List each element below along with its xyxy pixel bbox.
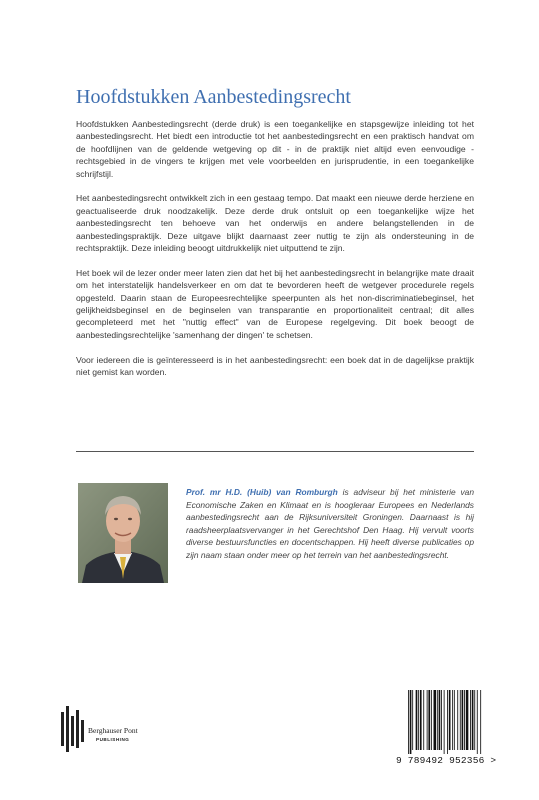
- publisher-logo-mark-icon: [60, 706, 86, 752]
- blurb-paragraph-1: Hoofdstukken Aanbestedingsrecht (derde druk) is een toegankelijke en stapsgewijze inleiding tot het aanbestedingsrecht. Het biedt een introductie tot het aanbestedingsrecht en een praktisch handvat om de hoofdlijnen van de geldende wetgeving op dit - in de praktijk niet altijd even eenvoudige - rechtsgebied in de vingers te krijgen met vele voorbeelden en jurisprudentie, in een toegankelijke schrijfstijl.: [76, 119, 474, 179]
- isbn-barcode: [396, 690, 506, 770]
- barcode-bar: [444, 690, 445, 754]
- barcode-bar: [464, 690, 465, 750]
- publisher-name: Berghauser Pont: [88, 726, 138, 735]
- barcode-bar: [454, 690, 455, 750]
- divider: [76, 451, 474, 452]
- author-portrait-image: [78, 483, 168, 583]
- barcode-bar: [449, 690, 451, 750]
- publisher-subtitle: PUBLISHING: [96, 737, 130, 742]
- barcode-bars-icon: [408, 690, 500, 754]
- barcode-bar: [447, 690, 448, 754]
- barcode-bar: [480, 690, 481, 754]
- barcode-bar: [477, 690, 478, 754]
- barcode-bar: [472, 690, 474, 750]
- blurb-paragraph-3: Het boek wil de lezer onder meer laten zien dat het bij het aanbestedingsrecht in belangrijke mate draait om het interstatelijk handelsverkeer en om dat te bevorderen heeft de wetgever procedurele regels opgesteld. Daarin staan de Europeesrechtelijke speerpunten als het non-discriminatiebeginsel, het gelijkheidsbeginsel en de beginselen van transparantie en proportionaliteit centraal; dit alles gecompleteerd met het "nuttig effect" van de Europese regelgeving. Dit boek beoogt de aanbestedingsrechtelijke 'samenhang der dingen' te schetsen.: [76, 267, 474, 340]
- barcode-bar: [428, 690, 430, 750]
- author-bio-text: is adviseur bij het ministerie van Economische Zaken en Klimaat en is hoogleraar Europees en Nederlands aanbestedingsrecht aan de Rijksuniversiteit Groningen. Daarnaast is hij raadsheerplaatsvervanger in het Gerechtshof Den Haag. Hij vervult voorts diverse bestuursfuncties en docentschappen. Hij heeft diverse publicaties op zijn naam staan onder meer op het terrein van het aanbestedingsrecht.: [186, 487, 474, 560]
- barcode-bar: [452, 690, 453, 750]
- barcode-bar: [474, 690, 475, 750]
- barcode-bar: [434, 690, 437, 750]
- blurb-paragraph-2: Het aanbestedingsrecht ontwikkelt zich in een gestaag tempo. Dat maakt een nieuwe derde herziene en geactualiseerde druk noodzakelijk. Deze derde druk ontsluit op een toegankelijke wijze het aanbestedingsrecht ten behoeve van het onderwijs en andere belangstellenden in de aanbestedingspraktijk. Deze uitgave blijkt daarnaast zeer nuttig te zijn als ondersteuning in de rechtspraktijk. Deze inleiding beoogt uitdrukkelijk niet uitputtend te zijn.: [76, 193, 474, 254]
- author-bio: [186, 486, 474, 562]
- author-photo: [78, 483, 168, 583]
- barcode-bar: [441, 690, 442, 750]
- isbn-digits: 9 789492 952356 >: [396, 755, 497, 766]
- barcode-bar: [412, 690, 413, 750]
- barcode-bar: [457, 690, 458, 750]
- barcode-bar: [462, 690, 464, 750]
- barcode-bar: [423, 690, 424, 750]
- barcode-bar: [460, 690, 461, 750]
- publisher-logo: [60, 706, 180, 752]
- barcode-bar: [416, 690, 418, 750]
- barcode-bar: [410, 690, 412, 754]
- barcode-bar: [431, 690, 432, 750]
- blurb: [76, 118, 474, 391]
- barcode-bar: [408, 690, 409, 754]
- page-title: Hoofdstukken Aanbestedingsrecht: [76, 86, 351, 108]
- blurb-paragraph-4: Voor iedereen die is geïnteresseerd is in het aanbestedingsrecht: een boek dat in de dagelijkse praktijk niet gemist kan worden.: [76, 354, 474, 378]
- barcode-bar: [470, 690, 471, 750]
- barcode-bar: [427, 690, 428, 750]
- author-name: Prof. mr H.D. (Huib) van Romburgh: [186, 487, 338, 497]
- barcode-bar: [418, 690, 419, 750]
- barcode-bar: [437, 690, 438, 750]
- barcode-bar: [439, 690, 441, 750]
- barcode-bar: [466, 690, 469, 750]
- barcode-bar: [420, 690, 422, 750]
